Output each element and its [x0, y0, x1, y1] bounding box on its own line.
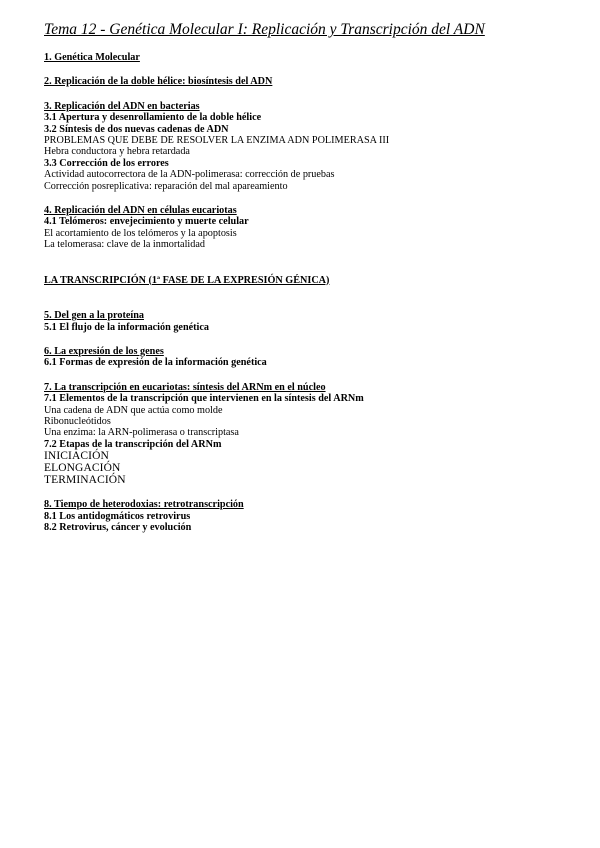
- section-1: [44, 52, 564, 63]
- section-heading: 1. Genética Molecular: [44, 52, 140, 63]
- section-heading: 3. Replicación del ADN en bacterias: [44, 100, 200, 112]
- outline-item: La telomerasa: clave de la inmortalidad: [44, 239, 205, 251]
- section-4: [44, 205, 564, 251]
- outline-item: Corrección posreplicativa: reparación del mal apareamiento: [44, 180, 288, 192]
- section-7: [44, 382, 564, 486]
- section-heading: 6. La expresión de los genes: [44, 345, 164, 357]
- outline-item: Hebra conductora y hebra retardada: [44, 146, 190, 158]
- subsection-heading: 6.1 Formas de expresión de la información genética: [44, 357, 267, 369]
- outline-item: Actividad autocorrectora de la ADN-polimerasa: corrección de pruebas: [44, 169, 335, 181]
- section-heading: 5. Del gen a la proteína: [44, 310, 144, 322]
- outline-item: Una enzima: la ARN-polimerasa o transcriptasa: [44, 427, 239, 439]
- section-heading: 8. Tiempo de heterodoxias: retrotranscripción: [44, 499, 244, 511]
- part-2: [44, 275, 564, 286]
- subsection-heading: 3.2 Síntesis de dos nuevas cadenas de ADN: [44, 123, 229, 135]
- subsection-heading: 3.3 Corrección de los errores: [44, 157, 169, 169]
- subsection-heading: 3.1 Apertura y desenrollamiento de la doble hélice: [44, 112, 262, 124]
- outline-item: Una cadena de ADN que actúa como molde: [44, 404, 223, 416]
- section-5: [44, 310, 564, 333]
- section-heading: 2. Replicación de la doble hélice: biosíntesis del ADN: [44, 76, 273, 88]
- subsection-heading: 5.1 El flujo de la información genética: [44, 321, 209, 333]
- section-3: [44, 101, 564, 192]
- document-page: [44, 20, 564, 533]
- subsection-heading: 7.2 Etapas de la transcripción del ARNm: [44, 438, 222, 450]
- outline-item: PROBLEMAS QUE DEBE DE RESOLVER LA ENZIMA ADN POLIMERASA III: [44, 135, 390, 147]
- subsection-heading: 8.1 Los antidogmáticos retrovirus: [44, 510, 191, 522]
- outline-item: INICIACIÓN: [44, 450, 109, 463]
- section-2: [44, 76, 564, 87]
- section-8: [44, 499, 564, 533]
- outline-item: TERMINACIÓN: [44, 474, 126, 487]
- part-heading: LA TRANSCRIPCIÓN (1ª FASE DE LA EXPRESIÓN GÉNICA): [44, 274, 330, 286]
- section-heading: 4. Replicación del ADN en células eucariotas: [44, 205, 237, 217]
- section-6: [44, 346, 564, 369]
- subsection-heading: 4.1 Telómeros: envejecimiento y muerte celular: [44, 216, 249, 228]
- outline-item: El acortamiento de los telómeros y la apoptosis: [44, 227, 237, 239]
- outline-item: Ribonucleótidos: [44, 415, 111, 427]
- document-title: Tema 12 - Genética Molecular I: Replicación y Transcripción del ADN: [44, 21, 485, 38]
- outline-item: ELONGACIÓN: [44, 462, 121, 475]
- subsection-heading: 7.1 Elementos de la transcripción que intervienen en la síntesis del ARNm: [44, 393, 364, 405]
- section-heading: 7. La transcripción en eucariotas: síntesis del ARNm en el núcleo: [44, 381, 326, 393]
- subsection-heading: 8.2 Retrovirus, cáncer y evolución: [44, 521, 192, 533]
